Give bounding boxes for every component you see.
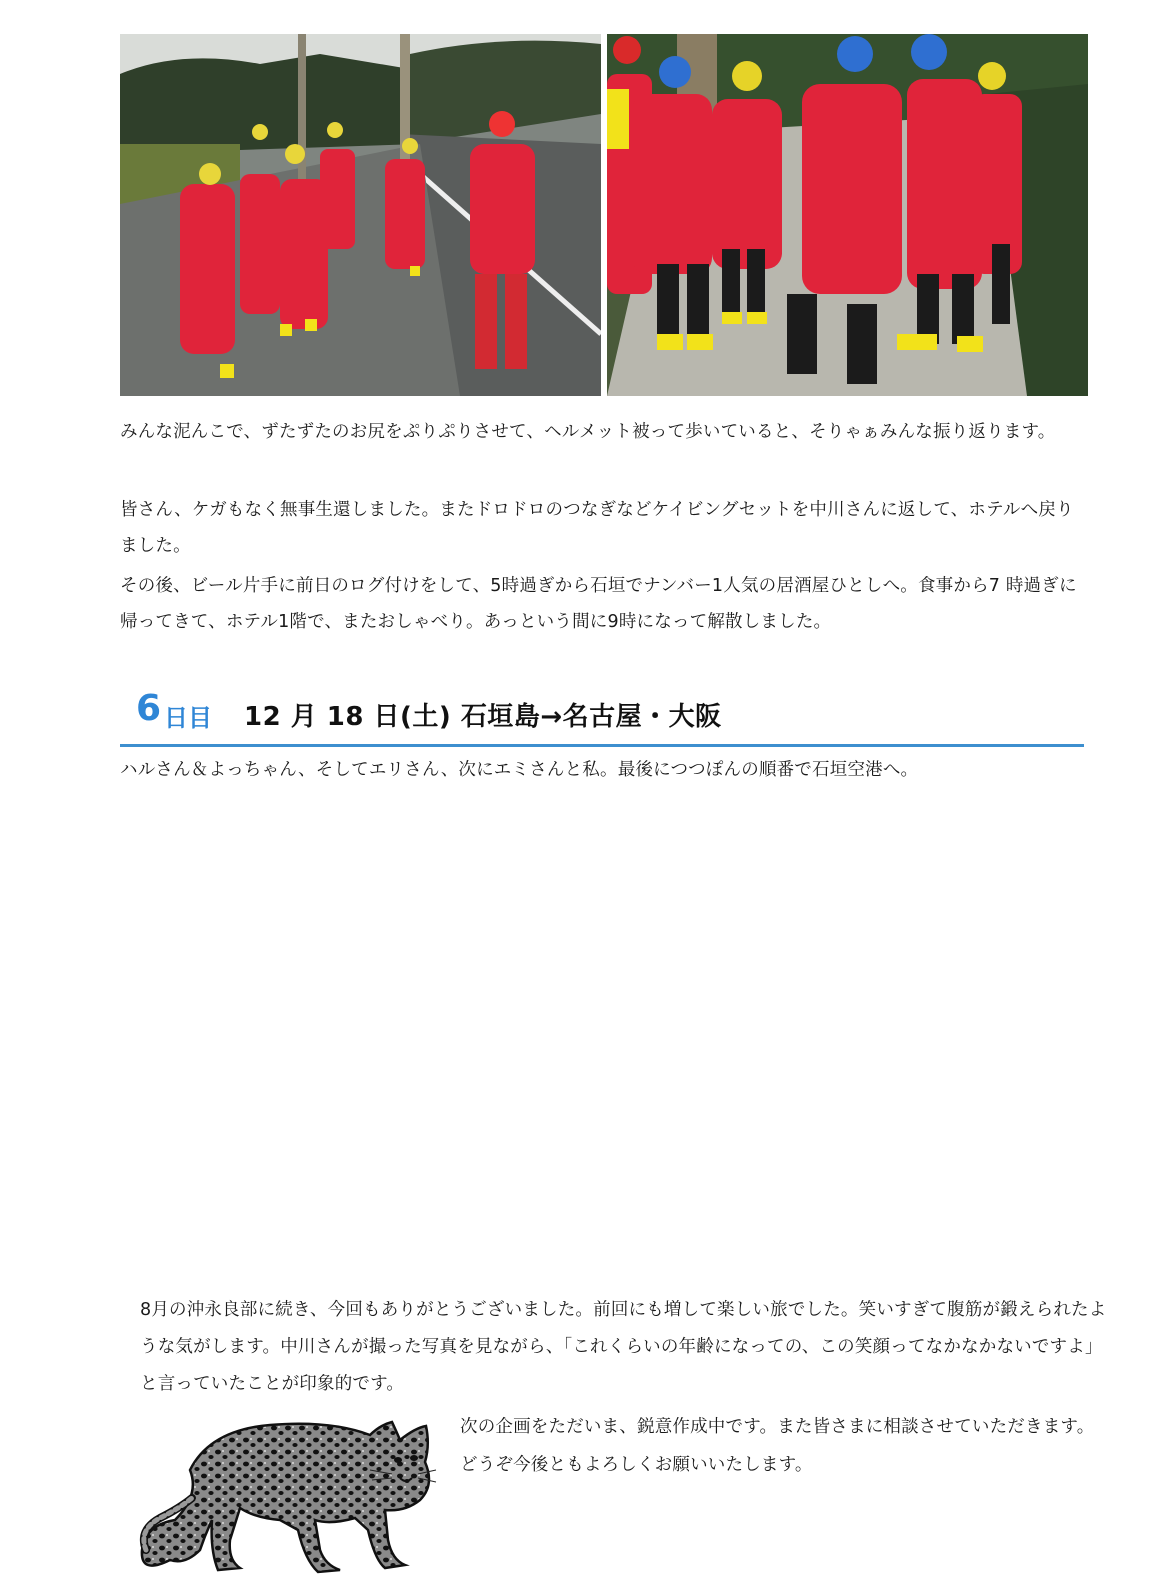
paragraph-return-hotel: 皆さん、ケガもなく無事生還しました。またドロドロのつなぎなどケイビングセットを中川さんに返して、ホテルへ戻りました。: [120, 500, 1074, 556]
paragraph-next-plan: 次の企画をただいま、鋭意作成中です。また皆さまに相談させていただきます。どうぞ今後ともよろしくお願いいたします。: [460, 1417, 1095, 1475]
day-title: 12 月 18 日(土) 石垣島→名古屋・大阪: [244, 702, 722, 732]
day-number: 6: [136, 688, 162, 729]
photo-caption: みんな泥んこで、ずたずたのお尻をぷりぷりさせて、ヘルメット被って歩いていると、そりゃぁみんな振り返ります。: [120, 422, 1056, 442]
group-posing-on-road-photo: [120, 34, 601, 396]
iriomote-cat-illustration: [130, 1400, 450, 1590]
group-walking-away-photo: [607, 34, 1088, 396]
paragraph-thanks: 8月の沖永良部に続き、今回もありがとうございました。前回にも増して楽しい旅でした。笑いすぎて腹筋が鍛えられたような気がします。中川さんが撮った写真を見ながら、「これくらいの年齢になっての、この笑顔ってなかなかないですよ」と言っていたことが印象的です。: [140, 1300, 1107, 1394]
paragraph-evening: その後、ビール片手に前日のログ付けをして、5時過ぎから石垣でナンバー1人気の居酒屋ひとしへ。食事から7 時過ぎに帰ってきて、ホテル1階で、またおしゃべり。あっという間に9時になって解散しました。: [120, 576, 1077, 632]
paragraph-airport: ハルさん＆よっちゃん、そしてエリさん、次にエミさんと私。最後につつぽんの順番で石垣空港へ。: [120, 760, 919, 780]
day-6-heading: [120, 688, 1084, 747]
day-label: 日目: [164, 704, 212, 732]
